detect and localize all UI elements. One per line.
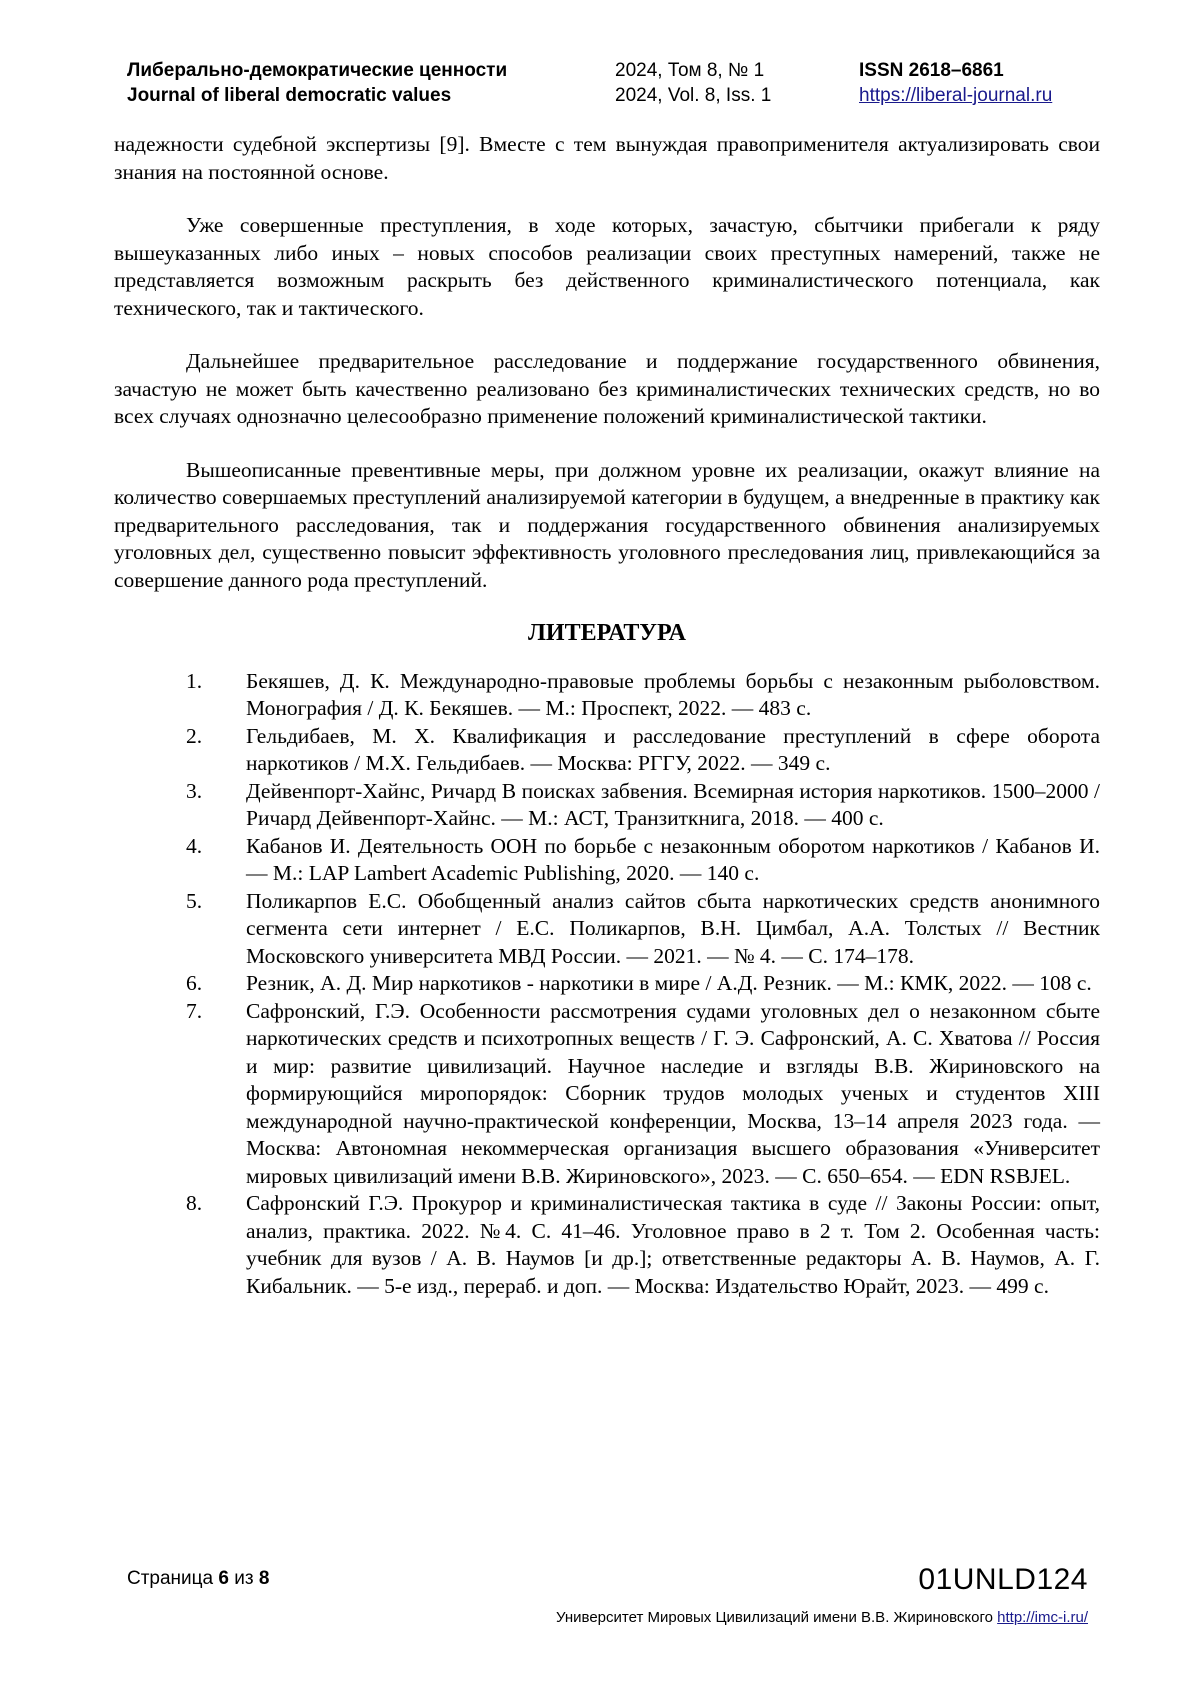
paragraph: надежности судебной экспертизы [9]. Вместе с тем вынуждая правоприменителя актуализировать свои знания на постоянной основе. — [114, 132, 1100, 184]
reference-number: 2. — [186, 723, 203, 748]
reference-text: Поликарпов Е.С. Обобщенный анализ сайтов сбыта наркотических средств анонимного сегмента сети интернет / Е.С. Поликарпов, В.Н. Цимбал, А.А. Толстых // Вестник Московского университета МВД России. — 2021. — № 4. — С. 174–178. — [246, 888, 1100, 968]
reference-number: 7. — [186, 998, 203, 1023]
reference-item — [114, 668, 1100, 723]
reference-number: 8. — [186, 1191, 203, 1215]
paragraph: Вышеописанные превентивные меры, при должном уровне их реализации, окажут влияние на количество совершаемых преступлений анализируемой категории в будущем, а внедренные в практику как предварительного расследования, так и поддержания государственного обвинения анализируемых уголовных дел, существенно повысит эффективность уголовного преследования лиц, привлекающийся за совершение данного рода преступлений. — [114, 457, 1100, 592]
reference-text: Гельдибаев, М. Х. Квалификация и расследование преступлений в сфере оборота наркотиков / М.Х. Гельдибаев. — Москва: РГГУ, 2022. — 349 с. — [246, 723, 1100, 775]
reference-number: 5. — [186, 888, 203, 913]
reference-item — [114, 998, 1100, 1191]
literature-heading: ЛИТЕРАТУРА — [528, 620, 686, 646]
journal-title-en: Journal of liberal democratic values — [127, 85, 452, 106]
paragraph: Дальнейшее предварительное расследование и поддержание государственного обвинения, зачастую не может быть качественно реализовано без криминалистических технических средств, но во всех случаях однозначно целесообразно применение положений криминалистической тактики. — [114, 349, 1100, 428]
reference-number: 3. — [186, 778, 203, 803]
page-separator: из — [234, 1568, 254, 1589]
issue-info-block — [615, 58, 771, 108]
page-counter — [127, 1568, 269, 1590]
page-total: 8 — [258, 1568, 270, 1589]
reference-text: Бекяшев, Д. К. Международно-правовые проблемы борьбы с незаконным рыболовством. Монография / Д. К. Бекяшев. — М.: Проспект, 2022. — 483 с. — [246, 668, 1100, 720]
reference-item — [114, 723, 1100, 778]
reference-text: Кабанов И. Деятельность ООН по борьбе с незаконным оборотом наркотиков / Кабанов И. — М.: LAP Lambert Academic Publishing, 2020. — 140 с. — [246, 833, 1100, 885]
journal-header — [127, 58, 1100, 114]
reference-text: Сафронский, Г.Э. Особенности рассмотрения судами уголовных дел о незаконном сбыте наркотических средств и психотропных веществ / Г. Э. Сафронский, А. С. Хватова // Россия и мир: развитие цивилизаций. Научное наследие и взгляды В.В. Жириновского на формирующийся миропорядок: Сборник трудов молодых ученых и студентов XIII международной научно-практической конференции, Москва, 13–14 апреля 2023 года. — Москва: Автономная некоммерческая организация высшего образования «Университет мировых цивилизаций имени В.В. Жириновского», 2023. — С. 650–654. — EDN RSBJEL. — [246, 998, 1100, 1188]
reference-item — [114, 778, 1100, 833]
issue-info-en: 2024, Vol. 8, Iss. 1 — [615, 85, 772, 106]
reference-item — [114, 1190, 1100, 1300]
reference-number: 1. — [186, 668, 203, 693]
journal-title-block — [127, 58, 507, 108]
university-name: Университет Мировых Цивилизаций имени В.В. Жириновского — [556, 1609, 993, 1626]
university-footer — [556, 1609, 1088, 1626]
issue-info-ru: 2024, Том 8, № 1 — [615, 60, 765, 81]
journal-title-ru: Либерально-демократические ценности — [127, 60, 508, 81]
reference-text: Дейвенпорт-Хайнс, Ричард В поисках забвения. Всемирная история наркотиков. 1500–2000 / Ричард Дейвенпорт-Хайнс. — М.: АСТ, Транзиткнига, 2018. — 400 с. — [246, 778, 1100, 830]
paragraph: Уже совершенные преступления, в ходе которых, зачастую, сбытчики прибегали к ряду вышеуказанных либо иных – новых способов реализации своих преступных намерений, также не представляется возможным раскрыть без действенного криминалистического потенциала, как технического, так и тактического. — [114, 213, 1100, 320]
reference-item — [114, 833, 1100, 888]
reference-text: Сафронский Г.Э. Прокурор и криминалистическая тактика в суде // Законы России: опыт, анализ, практика. 2022. №4. С. 41–46. Уголовное право в 2 т. Том 2. Особенная часть: учебник для вузов / А. В. Наумов [и др.]; ответственные редакторы А. В. Наумов, А. Г. Кибальник. — 5-е изд., перераб. и доп. — Москва: Издательство Юрайт, 2023. — 499 с. — [246, 1191, 1100, 1298]
issn-number: ISSN 2618–6861 — [859, 60, 1004, 81]
reference-item — [114, 970, 1100, 998]
reference-item — [114, 888, 1100, 971]
article-body — [114, 131, 1100, 1300]
reference-number: 6. — [186, 971, 203, 995]
journal-link[interactable]: https://liberal-journal.ru — [859, 85, 1053, 106]
reference-list — [114, 668, 1100, 1301]
university-link[interactable]: http://imc-i.ru/ — [997, 1609, 1088, 1626]
page-prefix: Страница — [127, 1568, 214, 1589]
issn-block — [859, 58, 1052, 108]
reference-text: Резник, А. Д. Мир наркотиков - наркотики в мире / А.Д. Резник. — М.: КМК, 2022. — 108 с. — [246, 971, 1092, 995]
page-current: 6 — [218, 1568, 229, 1589]
article-code: 01UNLD124 — [918, 1563, 1088, 1596]
reference-number: 4. — [186, 833, 203, 858]
